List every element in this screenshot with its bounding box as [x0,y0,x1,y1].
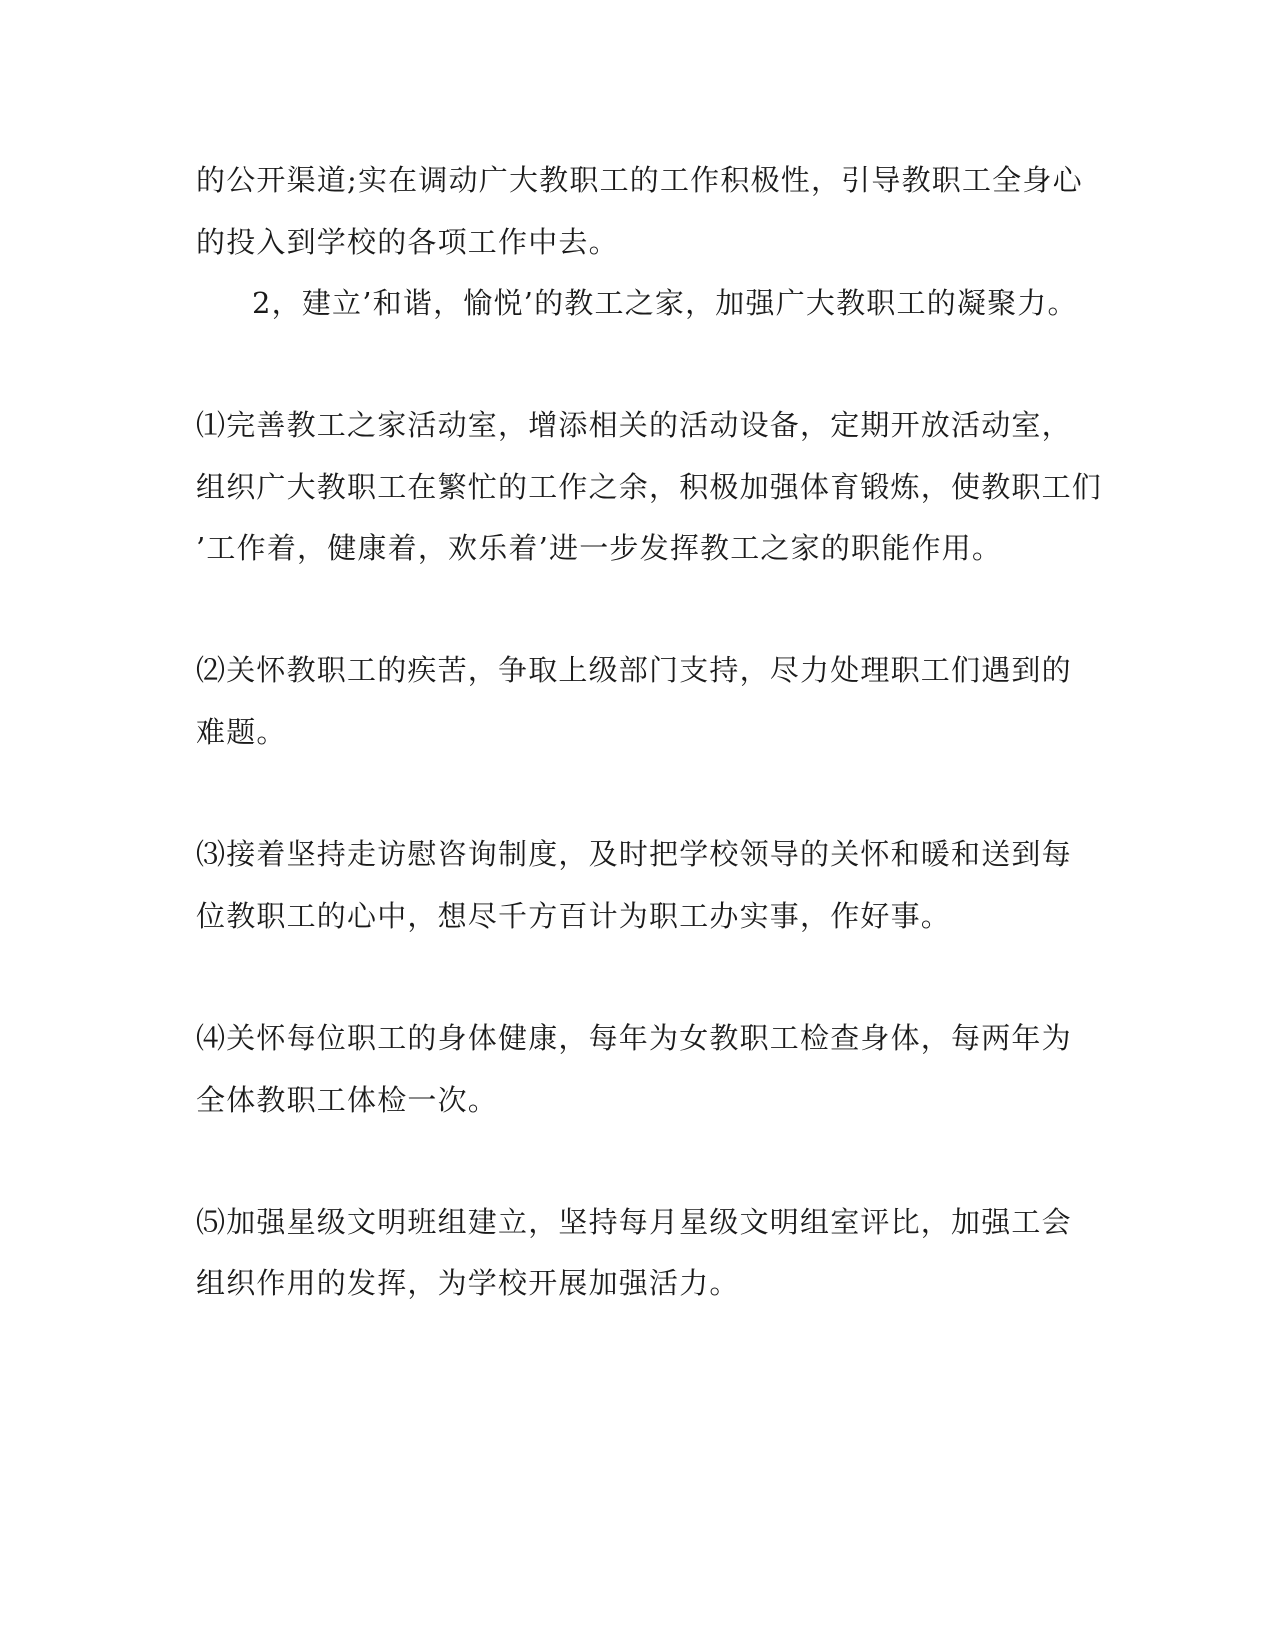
body-text-line: ⑴完善教工之家活动室，增添相关的活动设备，定期开放活动室， [196,408,1072,442]
body-text-line: 全体教职工体检一次。 [196,1083,499,1117]
body-text-line: 的公开渠道;实在调动广大教职工的工作积极性，引导教职工全身心 [196,163,1083,197]
section-heading: 2，建立’和谐，愉悦’的教工之家，加强广大教职工的凝聚力。 [252,286,1078,320]
body-text-line: ’工作着，健康着，欢乐着’进一步发挥教工之家的职能作用。 [196,531,1003,565]
body-text-line: 难题。 [196,715,287,749]
body-text-line: 位教职工的心中，想尽千方百计为职工办实事，作好事。 [196,899,952,933]
body-text-line: ⑶接着坚持走访慰咨询制度，及时把学校领导的关怀和暖和送到每 [196,837,1072,871]
body-text-line: 组织作用的发挥，为学校开展加强活力。 [196,1266,740,1300]
body-text-line: ⑵关怀教职工的疾苦，争取上级部门支持，尽力处理职工们遇到的 [196,653,1072,687]
body-text-line: 组织广大教职工在繁忙的工作之余，积极加强体育锻炼，使教职工们 [196,470,1103,504]
body-text-line: ⑸加强星级文明班组建立，坚持每月星级文明组室评比，加强工会 [196,1205,1072,1239]
body-text-line: ⑷关怀每位职工的身体健康，每年为女教职工检查身体，每两年为 [196,1021,1072,1055]
body-text-line: 的投入到学校的各项工作中去。 [196,225,619,259]
